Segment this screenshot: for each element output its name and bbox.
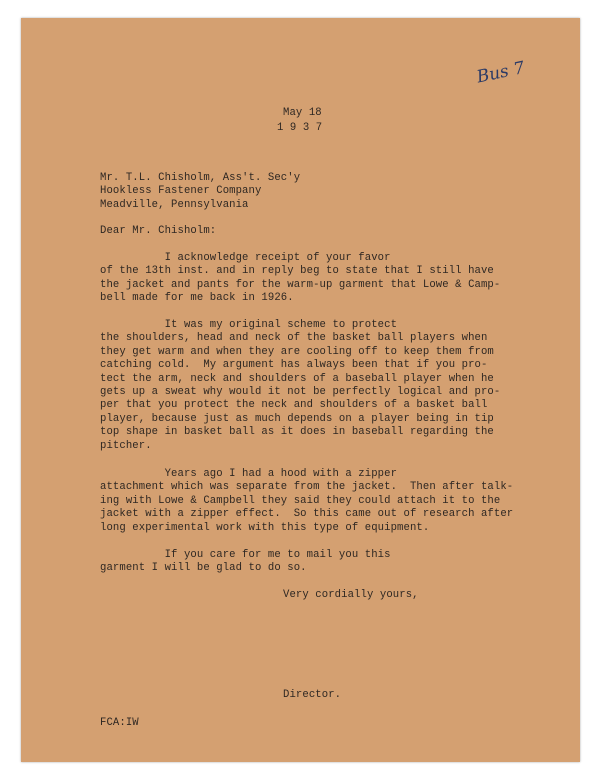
handwritten-annotation: Bus 7 (475, 57, 527, 88)
paragraph-1-line-1: I acknowledge receipt of your favor (100, 252, 391, 264)
paragraph-3-line-5: long experimental work with this type of equipment. (100, 521, 430, 534)
date-month-day: May 18 (283, 107, 322, 119)
recipient-company: Hookless Fastener Company (100, 185, 262, 198)
paragraph-4-line-2: garment I will be glad to do so. (100, 562, 307, 575)
paragraph-2-line-9: top shape in basket ball as it does in baseball regarding the (100, 426, 494, 439)
recipient-name: Mr. T.L. Chisholm, Ass't. Sec'y (100, 172, 301, 184)
recipient-city: Meadville, Pennsylvania (100, 198, 249, 211)
paragraph-1-line-2: of the 13th inst. and in reply beg to state that I still have (100, 265, 494, 278)
paragraph-3-line-1: Years ago I had a hood with a zipper (100, 468, 398, 480)
paragraph-2-line-3: they get warm and when they are cooling off to keep them from (100, 345, 494, 358)
closing: Very cordially yours, (283, 589, 419, 601)
paragraph-2-line-6: gets up a sweat why would it not be perfectly logical and pro- (100, 386, 501, 398)
paragraph-2-line-1: It was my original scheme to protect (100, 319, 398, 331)
signature-title: Director. (283, 689, 342, 701)
paragraph-3-line-3: ing with Lowe & Campbell they said they could attach it to the (100, 494, 501, 507)
paragraph-4-line-1: If you care for me to mail you this (100, 549, 391, 561)
paragraph-3-line-2: attachment which was separate from the jacket. Then after talk- (100, 481, 514, 494)
paragraph-2-line-5: tect the arm, neck and shoulders of a baseball player when he (100, 372, 494, 385)
paragraph-2-line-7: per that you protect the neck and shoulders of a basket ball (100, 399, 488, 412)
paragraph-2-line-2: the shoulders, head and neck of the basket ball players when (100, 332, 488, 345)
paragraph-1-line-4: bell made for me back in 1926. (100, 292, 294, 305)
paragraph-2-line-10: pitcher. (100, 439, 152, 452)
letter-page (21, 18, 580, 762)
date-year: 1 9 3 7 (277, 122, 323, 134)
salutation: Dear Mr. Chisholm: (100, 225, 217, 237)
reference-initials: FCA:IW (100, 717, 139, 729)
paragraph-2-line-8: player, because just as much depends on a player being in tip (100, 412, 494, 425)
paragraph-1-line-3: the jacket and pants for the warm-up garment that Lowe & Camp- (100, 278, 501, 291)
paragraph-2-line-4: catching cold. My argument has always been that if you pro- (100, 359, 488, 372)
paragraph-3-line-4: jacket with a zipper effect. So this came out of research after (100, 508, 514, 521)
